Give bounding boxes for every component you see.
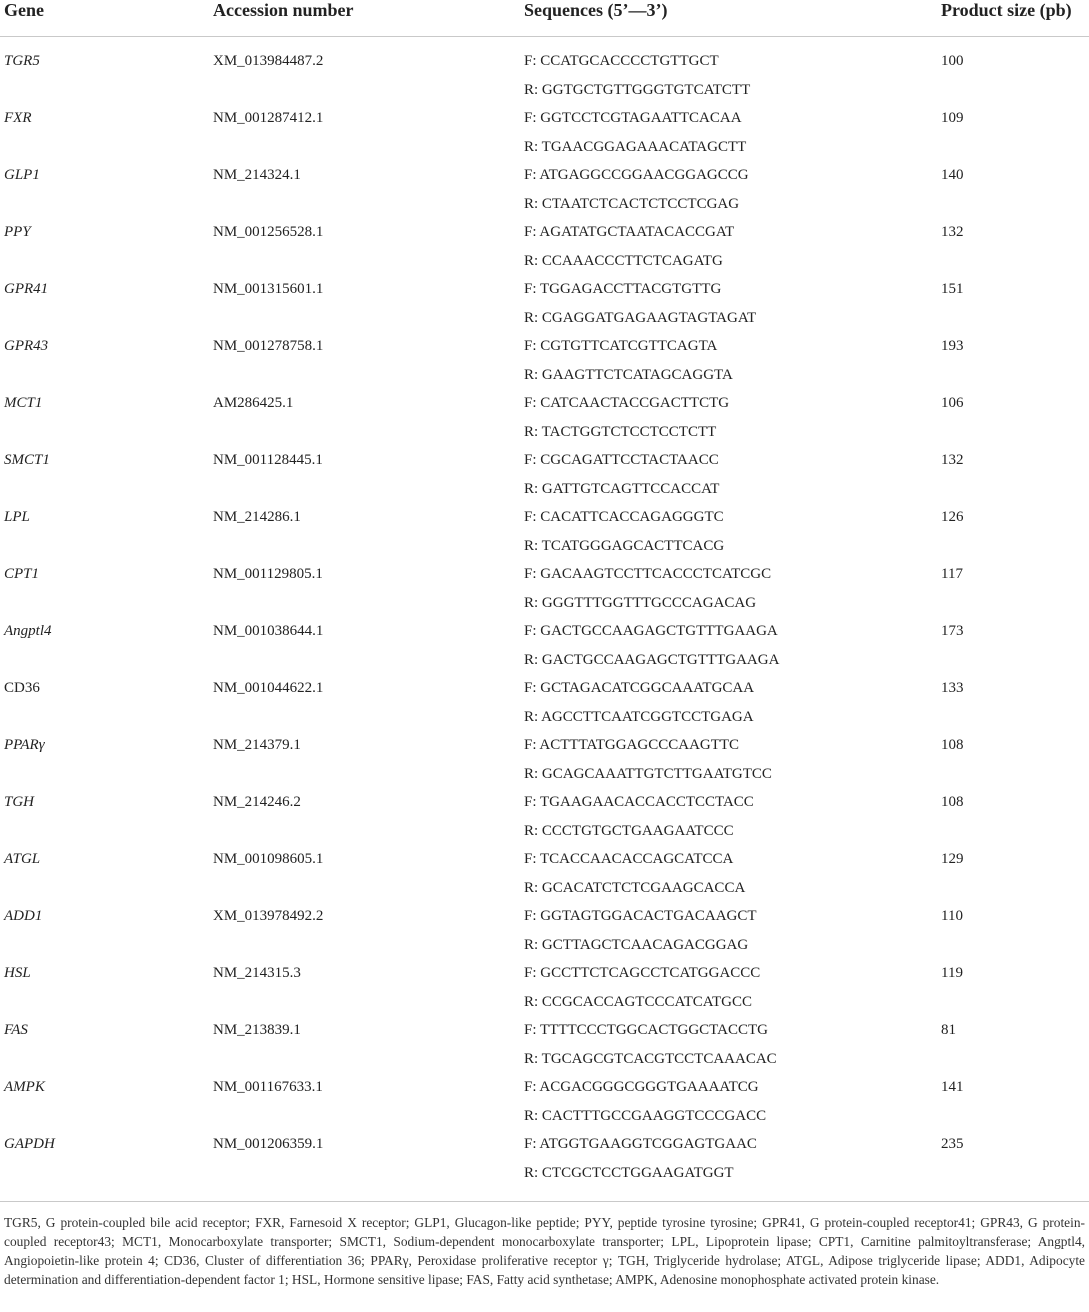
- table-row: [0, 333, 1089, 390]
- gene-cell: FXR: [4, 110, 32, 126]
- accession-cell: NM_001315601.1: [213, 281, 324, 297]
- gene-cell: SMCT1: [4, 452, 50, 468]
- table-row: [0, 447, 1089, 504]
- forward-primer-cell: F: ACTTTATGGAGCCCAAGTTC: [524, 737, 740, 753]
- accession-cell: NM_001038644.1: [213, 623, 324, 639]
- reverse-primer-cell: R: CCGCACCAGTCCCATCATGCC: [524, 994, 752, 1010]
- gene-cell: TGH: [4, 794, 35, 810]
- accession-cell: NM_214246.2: [213, 794, 301, 810]
- product-size-cell: 119: [941, 965, 963, 981]
- gene-cell: CPT1: [4, 566, 40, 582]
- reverse-primer-cell: R: GCACATCTCTCGAAGCACCA: [524, 880, 746, 896]
- forward-primer-cell: F: GACTGCCAAGAGCTGTTTGAAGA: [524, 623, 778, 639]
- table-body: [0, 48, 1089, 1188]
- table-footnote: TGR5, G protein-coupled bile acid receptor; FXR, Farnesoid X receptor; GLP1, Glucagon-like peptide; PYY, peptide tyrosine tyrosine; GPR41, G protein-coupled receptor41; GPR43, G protein-coupled receptor43; MCT1, Monocarboxylate transporter; SMCT1, Sodium-dependent monocarboxylate transporter; LPL, Lipoprotein lipase; CPT1, Carnitine palmitoyltransferase; Angptl4, Angiopoietin-like protein 4; CD36, Cluster of differentiation 36; PPARγ, Peroxidase proliferative receptor γ; TGH, Triglyceride hydrolase; ATGL, Adipose triglyceride lipase; ADD1, Adipocyte determination and differentiation-dependent factor 1; HSL, Hormone sensitive lipase; FAS, Fatty acid synthetase; AMPK, Adenosine monophosphate activated protein kinase.: [4, 1215, 1085, 1287]
- product-size-cell: 109: [941, 110, 964, 126]
- forward-primer-cell: F: GGTCCTCGTAGAATTCACAA: [524, 110, 742, 126]
- table-row: [0, 1131, 1089, 1188]
- table-row: [0, 789, 1089, 846]
- table-row: [0, 1074, 1089, 1131]
- reverse-primer-cell: R: TGCAGCGTCACGTCCTCAAACAC: [524, 1051, 777, 1067]
- table-row: [0, 219, 1089, 276]
- forward-primer-cell: F: AGATATGCTAATACACCGAT: [524, 224, 735, 240]
- reverse-primer-cell: R: CCCTGTGCTGAAGAATCCC: [524, 823, 734, 839]
- reverse-primer-cell: R: CTAATCTCACTCTCCTCGAG: [524, 196, 740, 212]
- product-size-cell: 108: [941, 794, 964, 810]
- gene-cell: GPR43: [4, 338, 49, 354]
- forward-primer-cell: F: GCTAGACATCGGCAAATGCAA: [524, 680, 755, 696]
- accession-cell: NM_214379.1: [213, 737, 301, 753]
- gene-cell: CD36: [4, 680, 40, 696]
- forward-primer-cell: F: CATCAACTACCGACTTCTG: [524, 395, 730, 411]
- accession-cell: NM_001098605.1: [213, 851, 324, 867]
- gene-cell: HSL: [4, 965, 31, 981]
- gene-cell: GAPDH: [4, 1136, 55, 1152]
- accession-cell: XM_013984487.2: [213, 53, 324, 69]
- product-size-cell: 129: [941, 851, 964, 867]
- forward-primer-cell: F: CACATTCACCAGAGGGTC: [524, 509, 724, 525]
- accession-cell: NM_001287412.1: [213, 110, 324, 126]
- product-size-cell: 235: [941, 1136, 964, 1152]
- accession-cell: NM_001128445.1: [213, 452, 323, 468]
- gene-cell: ADD1: [4, 908, 43, 924]
- header-sequences: Sequences (5’—3’): [524, 0, 668, 20]
- reverse-primer-cell: R: GAAGTTCTCATAGCAGGTA: [524, 367, 733, 383]
- reverse-primer-cell: R: CACTTTGCCGAAGGTCCCGACC: [524, 1108, 767, 1124]
- forward-primer-cell: F: CCATGCACCCCTGTTGCT: [524, 53, 719, 69]
- product-size-cell: 108: [941, 737, 964, 753]
- forward-primer-cell: F: GACAAGTCCTTCACCCTCATCGC: [524, 566, 772, 582]
- table-row: [0, 504, 1089, 561]
- product-size-cell: 141: [941, 1079, 964, 1095]
- forward-primer-cell: F: TTTTCCCTGGCACTGGCTACCTG: [524, 1022, 768, 1038]
- gene-cell: AMPK: [4, 1079, 45, 1095]
- gene-cell: PPY: [4, 224, 31, 240]
- accession-cell: NM_001167633.1: [213, 1079, 323, 1095]
- table-row: [0, 846, 1089, 903]
- reverse-primer-cell: R: GCAGCAAATTGTCTTGAATGTCC: [524, 766, 772, 782]
- table-row: [0, 162, 1089, 219]
- forward-primer-cell: F: ACGACGGGCGGGTGAAAATCG: [524, 1079, 759, 1095]
- product-size-cell: 81: [941, 1022, 956, 1038]
- header-accession: Accession number: [213, 0, 354, 20]
- reverse-primer-cell: R: GGGTTTGGTTTGCCCAGACAG: [524, 595, 757, 611]
- accession-cell: NM_001206359.1: [213, 1136, 324, 1152]
- reverse-primer-cell: R: GCTTAGCTCAACAGACGGAG: [524, 937, 749, 953]
- table-row: [0, 675, 1089, 732]
- reverse-primer-cell: R: CCAAACCCTTCTCAGATG: [524, 253, 723, 269]
- product-size-cell: 117: [941, 566, 963, 582]
- gene-cell: FAS: [4, 1022, 28, 1038]
- table-row: [0, 276, 1089, 333]
- gene-cell: ATGL: [4, 851, 41, 867]
- reverse-primer-cell: R: CTCGCTCCTGGAAGATGGT: [524, 1165, 734, 1181]
- product-size-cell: 193: [941, 338, 964, 354]
- table-row: [0, 960, 1089, 1017]
- gene-cell: Angptl4: [4, 623, 52, 639]
- forward-primer-cell: F: CGCAGATTCCTACTAACC: [524, 452, 719, 468]
- gene-cell: TGR5: [4, 53, 40, 69]
- product-size-cell: 132: [941, 452, 964, 468]
- table-row: [0, 732, 1089, 789]
- table-bottom-rule: [0, 1201, 1089, 1202]
- accession-cell: XM_013978492.2: [213, 908, 324, 924]
- product-size-cell: 106: [941, 395, 964, 411]
- table-row: [0, 390, 1089, 447]
- reverse-primer-cell: R: GACTGCCAAGAGCTGTTTGAAGA: [524, 652, 780, 668]
- reverse-primer-cell: R: GATTGTCAGTTCCACCAT: [524, 481, 720, 497]
- accession-cell: NM_213839.1: [213, 1022, 301, 1038]
- forward-primer-cell: F: TGGAGACCTTACGTGTTG: [524, 281, 722, 297]
- accession-cell: NM_001044622.1: [213, 680, 324, 696]
- gene-cell: MCT1: [4, 395, 43, 411]
- header-product-size: Product size (pb): [941, 0, 1072, 20]
- forward-primer-cell: F: GGTAGTGGACACTGACAAGCT: [524, 908, 757, 924]
- product-size-cell: 100: [941, 53, 964, 69]
- gene-cell: GPR41: [4, 281, 49, 297]
- table-header: [0, 0, 1089, 37]
- forward-primer-cell: F: TGAAGAACACCACCTCCTACC: [524, 794, 754, 810]
- table-row: [0, 903, 1089, 960]
- table-row: [0, 105, 1089, 162]
- accession-cell: NM_001256528.1: [213, 224, 324, 240]
- table-row: [0, 48, 1089, 105]
- reverse-primer-cell: R: GGTGCTGTTGGGTGTCATCTT: [524, 82, 751, 98]
- forward-primer-cell: F: ATGAGGCCGGAACGGAGCCG: [524, 167, 749, 183]
- accession-cell: AM286425.1: [213, 395, 294, 411]
- accession-cell: NM_214324.1: [213, 167, 301, 183]
- reverse-primer-cell: R: TGAACGGAGAAACATAGCTT: [524, 139, 747, 155]
- forward-primer-cell: F: CGTGTTCATCGTTCAGTA: [524, 338, 718, 354]
- product-size-cell: 132: [941, 224, 964, 240]
- reverse-primer-cell: R: TCATGGGAGCACTTCACG: [524, 538, 725, 554]
- reverse-primer-cell: R: AGCCTTCAATCGGTCCTGAGA: [524, 709, 754, 725]
- gene-cell: GLP1: [4, 167, 40, 183]
- product-size-cell: 151: [941, 281, 964, 297]
- product-size-cell: 110: [941, 908, 963, 924]
- table-row: [0, 1017, 1089, 1074]
- product-size-cell: 173: [941, 623, 964, 639]
- reverse-primer-cell: R: CGAGGATGAGAAGTAGTAGAT: [524, 310, 757, 326]
- header-gene: Gene: [4, 0, 44, 20]
- forward-primer-cell: F: GCCTTCTCAGCCTCATGGACCC: [524, 965, 761, 981]
- accession-cell: NM_001129805.1: [213, 566, 323, 582]
- gene-cell: PPARγ: [4, 737, 45, 753]
- forward-primer-cell: F: TCACCAACACCAGCATCCA: [524, 851, 734, 867]
- product-size-cell: 126: [941, 509, 964, 525]
- reverse-primer-cell: R: TACTGGTCTCCTCCTCTT: [524, 424, 717, 440]
- accession-cell: NM_214315.3: [213, 965, 301, 981]
- accession-cell: NM_001278758.1: [213, 338, 324, 354]
- product-size-cell: 133: [941, 680, 964, 696]
- table-row: [0, 618, 1089, 675]
- table-row: [0, 561, 1089, 618]
- forward-primer-cell: F: ATGGTGAAGGTCGGAGTGAAC: [524, 1136, 757, 1152]
- gene-cell: LPL: [4, 509, 30, 525]
- product-size-cell: 140: [941, 167, 964, 183]
- accession-cell: NM_214286.1: [213, 509, 301, 525]
